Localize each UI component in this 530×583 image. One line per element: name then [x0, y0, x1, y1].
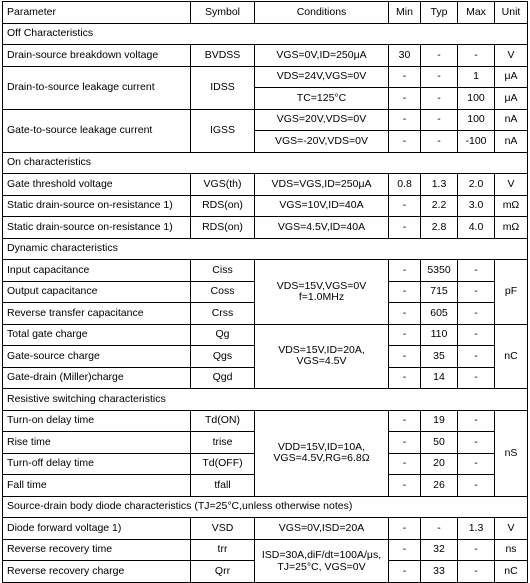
typ-cell: 50: [421, 432, 458, 454]
header-symbol: Symbol: [191, 2, 255, 24]
max-cell: -: [458, 260, 495, 282]
section-dynamic: Dynamic characteristics: [3, 238, 528, 260]
symbol-cell: Td(ON): [191, 410, 255, 432]
min-cell: -: [389, 432, 421, 454]
condition-cell: VGS=10V,ID=40A: [255, 195, 389, 217]
table-row: [3, 260, 528, 282]
unit-cell: nC: [495, 324, 528, 389]
condition-cell: VDS=15V,VGS=0V f=1.0MHz: [255, 260, 389, 325]
table-row: [3, 195, 528, 217]
max-cell: -: [458, 453, 495, 475]
typ-cell: 35: [421, 346, 458, 368]
param-cell: Output capacitance: [3, 281, 191, 303]
param-cell: Gate-to-source leakage current: [3, 109, 191, 152]
typ-cell: -: [421, 66, 458, 88]
min-cell: -: [389, 195, 421, 217]
unit-cell: nA: [495, 131, 528, 153]
max-cell: -: [458, 303, 495, 325]
symbol-cell: RDS(on): [191, 217, 255, 239]
min-cell: -: [389, 518, 421, 540]
table-row: [3, 174, 528, 196]
max-cell: -: [458, 367, 495, 389]
typ-cell: 32: [421, 539, 458, 561]
max-cell: -: [458, 45, 495, 67]
min-cell: -: [389, 324, 421, 346]
min-cell: 0.8: [389, 174, 421, 196]
typ-cell: 605: [421, 303, 458, 325]
unit-cell: μA: [495, 66, 528, 88]
param-cell: Static drain-source on-resistance 1): [3, 195, 191, 217]
min-cell: -: [389, 281, 421, 303]
param-cell: Input capacitance: [3, 260, 191, 282]
section-on: On characteristics: [3, 152, 528, 174]
table-row: [3, 66, 528, 88]
max-cell: -: [458, 324, 495, 346]
section-row: [3, 23, 528, 45]
unit-cell: V: [495, 45, 528, 67]
param-cell: Reverse recovery time: [3, 539, 191, 561]
symbol-cell: Qg: [191, 324, 255, 346]
param-cell: Drain-source breakdown voltage: [3, 45, 191, 67]
symbol-cell: trise: [191, 432, 255, 454]
condition-cell: VDS=15V,ID=20A, VGS=4.5V: [255, 324, 389, 389]
typ-cell: 2.8: [421, 217, 458, 239]
table-row: [3, 324, 528, 346]
table-row: [3, 518, 528, 540]
max-cell: 2.0: [458, 174, 495, 196]
param-cell: Rise time: [3, 432, 191, 454]
min-cell: -: [389, 66, 421, 88]
unit-cell: nC: [495, 561, 528, 583]
max-cell: 1: [458, 66, 495, 88]
typ-cell: 110: [421, 324, 458, 346]
typ-cell: -: [421, 45, 458, 67]
unit-cell: pF: [495, 260, 528, 325]
condition-cell: VGS=0V,ID=250μA: [255, 45, 389, 67]
symbol-cell: BVDSS: [191, 45, 255, 67]
param-cell: Turn-on delay time: [3, 410, 191, 432]
section-row: [3, 238, 528, 260]
table-row: [3, 217, 528, 239]
unit-cell: V: [495, 518, 528, 540]
typ-cell: -: [421, 131, 458, 153]
header-row: [3, 2, 528, 24]
symbol-cell: Coss: [191, 281, 255, 303]
param-cell: Static drain-source on-resistance 1): [3, 217, 191, 239]
symbol-cell: VSD: [191, 518, 255, 540]
param-cell: Fall time: [3, 475, 191, 497]
unit-cell: nA: [495, 109, 528, 131]
typ-cell: 26: [421, 475, 458, 497]
param-cell: Drain-to-source leakage current: [3, 66, 191, 109]
max-cell: -: [458, 539, 495, 561]
min-cell: -: [389, 539, 421, 561]
typ-cell: -: [421, 518, 458, 540]
typ-cell: 33: [421, 561, 458, 583]
max-cell: -: [458, 432, 495, 454]
max-cell: 100: [458, 88, 495, 110]
min-cell: -: [389, 346, 421, 368]
symbol-cell: RDS(on): [191, 195, 255, 217]
condition-cell: VGS=-20V,VDS=0V: [255, 131, 389, 153]
header-min: Min: [389, 2, 421, 24]
electrical-characteristics-table: [2, 1, 528, 583]
typ-cell: 1.3: [421, 174, 458, 196]
symbol-cell: Crss: [191, 303, 255, 325]
symbol-cell: tfall: [191, 475, 255, 497]
param-cell: Gate-drain (Miller)charge: [3, 367, 191, 389]
param-cell: Reverse transfer capacitance: [3, 303, 191, 325]
min-cell: 30: [389, 45, 421, 67]
header-typ: Typ: [421, 2, 458, 24]
section-off: Off Characteristics: [3, 23, 528, 45]
section-row: [3, 389, 528, 411]
symbol-cell: IGSS: [191, 109, 255, 152]
min-cell: -: [389, 561, 421, 583]
max-cell: 3.0: [458, 195, 495, 217]
param-cell: Turn-off delay time: [3, 453, 191, 475]
section-row: [3, 152, 528, 174]
condition-cell: TC=125°C: [255, 88, 389, 110]
unit-cell: ns: [495, 539, 528, 561]
symbol-cell: Td(OFF): [191, 453, 255, 475]
symbol-cell: Ciss: [191, 260, 255, 282]
param-cell: Diode forward voltage 1): [3, 518, 191, 540]
min-cell: -: [389, 303, 421, 325]
unit-cell: μA: [495, 88, 528, 110]
section-diode: Source-drain body diode characteristics (TJ=25°C,unless otherwise notes): [3, 496, 528, 518]
condition-cell: VDS=24V,VGS=0V: [255, 66, 389, 88]
unit-cell: nS: [495, 410, 528, 496]
condition-cell: VGS=20V,VDS=0V: [255, 109, 389, 131]
min-cell: -: [389, 453, 421, 475]
header-conditions: Conditions: [255, 2, 389, 24]
symbol-cell: VGS(th): [191, 174, 255, 196]
typ-cell: 14: [421, 367, 458, 389]
header-unit: Unit: [495, 2, 528, 24]
max-cell: -100: [458, 131, 495, 153]
max-cell: -: [458, 475, 495, 497]
header-parameter: Parameter: [3, 2, 191, 24]
max-cell: -: [458, 346, 495, 368]
max-cell: 100: [458, 109, 495, 131]
param-cell: Gate threshold voltage: [3, 174, 191, 196]
condition-cell: VGS=4.5V,ID=40A: [255, 217, 389, 239]
section-resistive: Resistive switching characteristics: [3, 389, 528, 411]
symbol-cell: Qrr: [191, 561, 255, 583]
param-cell: Reverse recovery charge: [3, 561, 191, 583]
typ-cell: 2.2: [421, 195, 458, 217]
max-cell: -: [458, 281, 495, 303]
min-cell: -: [389, 260, 421, 282]
max-cell: 4.0: [458, 217, 495, 239]
condition-cell: VDD=15V,ID=10A, VGS=4.5V,RG=6.8Ω: [255, 410, 389, 496]
table-row: [3, 45, 528, 67]
symbol-cell: IDSS: [191, 66, 255, 109]
min-cell: -: [389, 410, 421, 432]
section-row: [3, 496, 528, 518]
typ-cell: 19: [421, 410, 458, 432]
table-row: [3, 539, 528, 561]
header-max: Max: [458, 2, 495, 24]
symbol-cell: Qgd: [191, 367, 255, 389]
min-cell: -: [389, 88, 421, 110]
min-cell: -: [389, 475, 421, 497]
condition-cell: ISD=30A,diF/dt=100A/μs, TJ=25°C, VGS=0V: [255, 539, 389, 582]
symbol-cell: trr: [191, 539, 255, 561]
table-row: [3, 109, 528, 131]
unit-cell: mΩ: [495, 195, 528, 217]
typ-cell: 5350: [421, 260, 458, 282]
min-cell: -: [389, 109, 421, 131]
symbol-cell: Qgs: [191, 346, 255, 368]
param-cell: Total gate charge: [3, 324, 191, 346]
min-cell: -: [389, 131, 421, 153]
table-row: [3, 410, 528, 432]
typ-cell: 715: [421, 281, 458, 303]
unit-cell: V: [495, 174, 528, 196]
min-cell: -: [389, 367, 421, 389]
max-cell: -: [458, 561, 495, 583]
typ-cell: 20: [421, 453, 458, 475]
condition-cell: VGS=0V,ISD=20A: [255, 518, 389, 540]
max-cell: 1.3: [458, 518, 495, 540]
unit-cell: mΩ: [495, 217, 528, 239]
typ-cell: -: [421, 109, 458, 131]
max-cell: -: [458, 410, 495, 432]
min-cell: -: [389, 217, 421, 239]
typ-cell: -: [421, 88, 458, 110]
condition-cell: VDS=VGS,ID=250μA: [255, 174, 389, 196]
param-cell: Gate-source charge: [3, 346, 191, 368]
